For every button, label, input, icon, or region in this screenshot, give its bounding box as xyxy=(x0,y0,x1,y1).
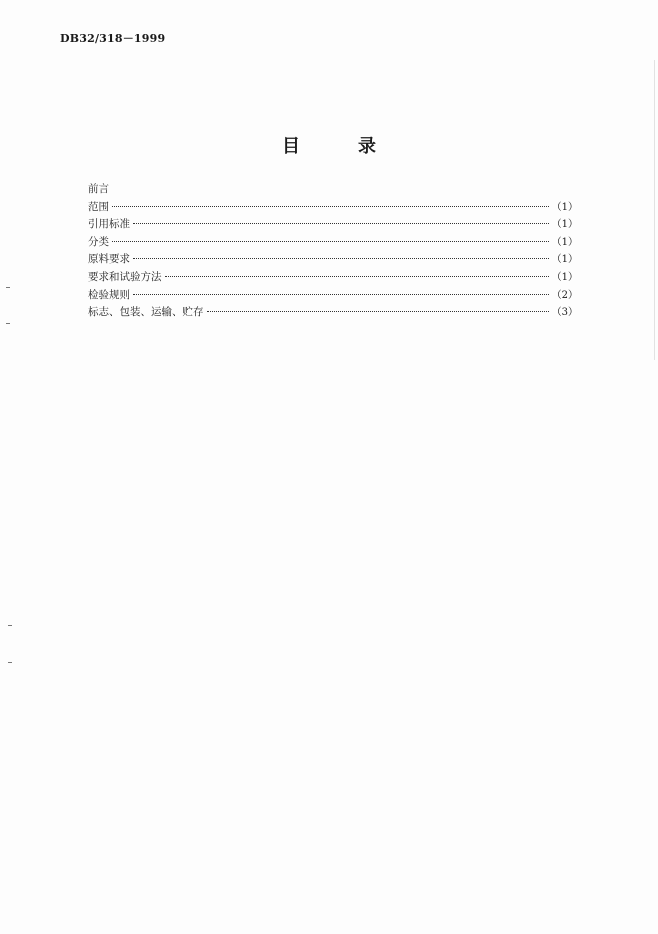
toc-entry-label: 引用标准 xyxy=(88,218,130,231)
scan-edge-line xyxy=(654,60,655,360)
toc-leader xyxy=(112,206,549,207)
toc-leader xyxy=(207,311,549,312)
scan-mark xyxy=(6,287,10,288)
toc-entry-label: 标志、包装、运输、贮存 xyxy=(88,306,204,319)
toc-entry-page: （3） xyxy=(551,307,578,319)
table-of-contents xyxy=(88,181,578,322)
toc-entry-page: （1） xyxy=(551,219,578,231)
toc-leader xyxy=(133,294,549,295)
toc-entry-preface[interactable] xyxy=(88,181,578,199)
toc-entry-inspection-rules[interactable] xyxy=(88,287,578,305)
scan-mark xyxy=(8,662,12,663)
toc-entry-classification[interactable] xyxy=(88,234,578,252)
toc-entry-requirements-tests[interactable] xyxy=(88,269,578,287)
toc-entry-label: 检验规则 xyxy=(88,288,130,301)
toc-entry-label: 原料要求 xyxy=(88,253,130,266)
toc-leader xyxy=(112,241,549,242)
toc-entry-page: （1） xyxy=(551,254,578,266)
toc-leader xyxy=(133,258,549,259)
toc-entry-references[interactable] xyxy=(88,216,578,234)
toc-entry-page: （1） xyxy=(551,236,578,248)
toc-entry-marking-packaging[interactable] xyxy=(88,304,578,322)
toc-title: 目录 xyxy=(282,136,434,157)
toc-entry-scope[interactable] xyxy=(88,199,578,217)
toc-entry-label: 要求和试验方法 xyxy=(88,270,162,283)
toc-entry-label: 前言 xyxy=(88,183,109,195)
scan-mark xyxy=(8,625,12,626)
toc-entry-page: （2） xyxy=(551,289,578,301)
scan-mark xyxy=(6,323,10,324)
toc-entry-label: 范围 xyxy=(88,200,109,213)
toc-entry-page: （1） xyxy=(551,271,578,283)
toc-entry-label: 分类 xyxy=(88,235,109,248)
toc-leader xyxy=(133,223,549,224)
standard-code: DB32/318－1999 xyxy=(60,32,166,45)
toc-leader xyxy=(165,276,549,277)
toc-entry-page: （1） xyxy=(551,201,578,213)
toc-entry-raw-materials[interactable] xyxy=(88,251,578,269)
